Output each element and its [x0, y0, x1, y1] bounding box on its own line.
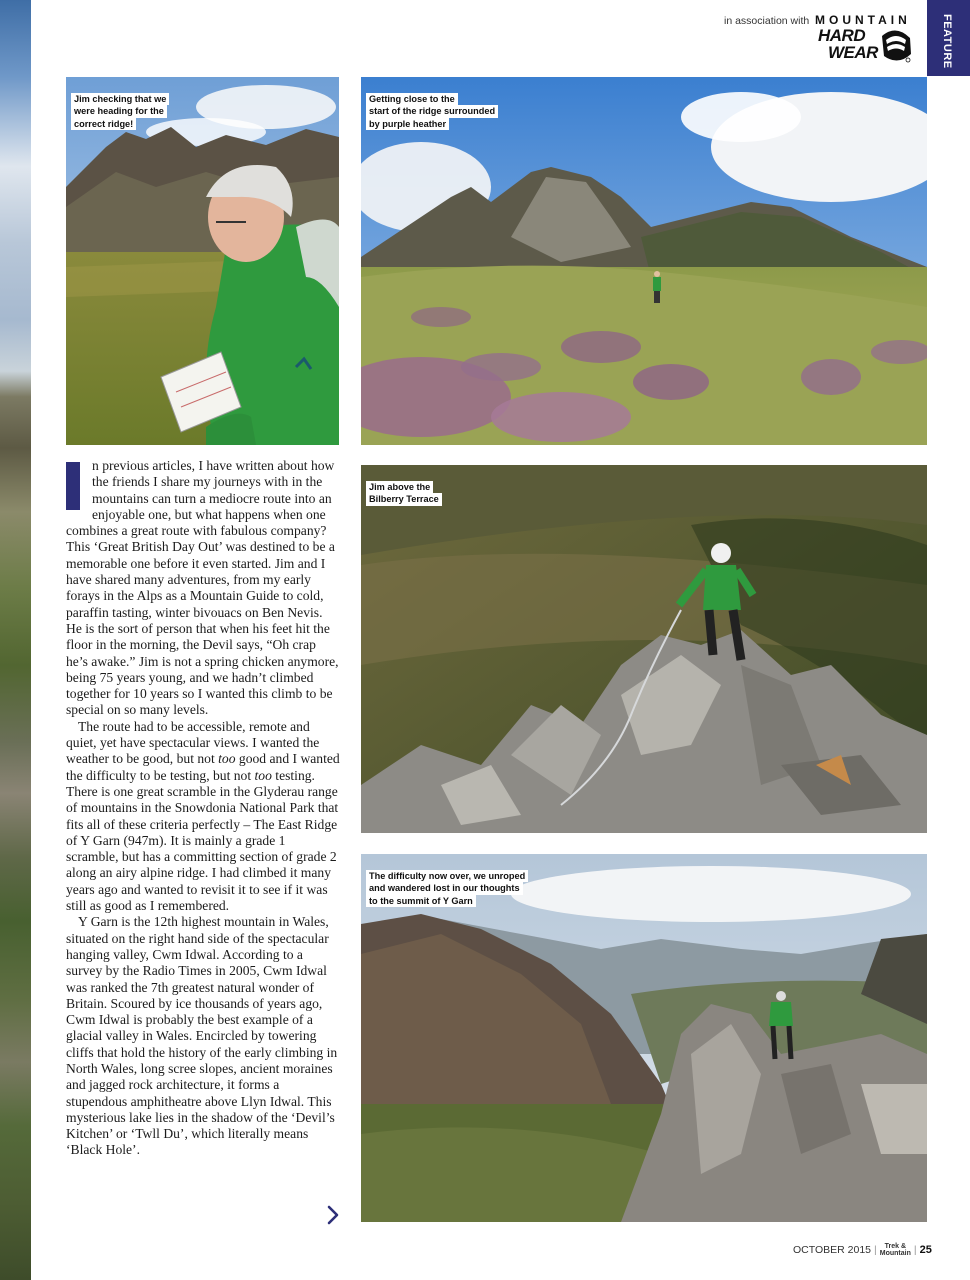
photo-summit-y-garn: [361, 854, 927, 1222]
brand-wear: WEAR: [828, 43, 878, 62]
photo-bilberry-terrace: [361, 465, 927, 833]
article-body: [66, 458, 340, 1159]
drop-cap: [66, 462, 80, 510]
photo-caption: Jim above the Bilberry Terrace: [366, 481, 442, 506]
photo-caption: Getting close to the start of the ridge surrounded by purple heather: [366, 93, 498, 130]
section-tab-label: FEATURE: [941, 14, 953, 69]
photo-caption: The difficulty now over, we unroped and wandered lost in our thoughts to the summit of Y Garn: [366, 870, 528, 907]
brand-name-mountain: MOUNTAIN: [815, 13, 911, 27]
page-footer: OCTOBER 2015 | Trek & Mountain | 25: [793, 1243, 932, 1257]
photo-caption: Jim checking that we were heading for the correct ridge!: [71, 93, 169, 130]
association-text: in association with: [724, 15, 810, 27]
mountain-hardwear-logo-icon: [878, 26, 914, 66]
brand-hard: HARD: [818, 26, 866, 45]
article-paragraph-3: Y Garn is the 12th highest mountain in Wales, situated on the right hand side of the spectacular hanging valley, Cwm Idwal. According to a survey by the Radio Times in 2005, Cwm Idwal was ranked the 7th greatest natural wonder of Britain. Scoured by ice thousands of years ago, Cwm Idwal is probably the best example of a glacial valley in Wales. Encircled by towering cliffs that hold the history of the early climbing in North Wales, long scree slopes, ancient moraines and jagged rock architecture, it forms a stupendous amphitheatre above Llyn Idwal. This mysterious lake lies in the shadow of the ‘Devil’s Kitchen’ or ‘Twll Du’, which literally means ‘Black Hole’.: [66, 914, 338, 1158]
chevron-right-icon[interactable]: [325, 1204, 341, 1226]
photo-ridge-with-heather: [361, 77, 927, 445]
article-paragraph-1: n previous articles, I have written about how the friends I share my journeys with in the mountains can turn a mediocre route into an enjoyable one, but what happens when one combines a great route with fabulous company? This ‘Great British Day Out’ was destined to be a memorable one before it even started. Jim and I have shared many adventures, from my early forays in the Alps as a Mountain Guide to cold, paraffin tasting, winter bivouacs on Ben Nevis. He is the sort of person that when his feet hit the floor in the morning, the Devil says, “Oh crap he’s awake.” Jim is not a spring chicken anymore, being 75 years young, and we hadn’t climbed together for 10 years so I wanted this climb to be special on so many levels.: [66, 458, 339, 718]
page-number: 25: [919, 1243, 932, 1256]
section-tab: [927, 0, 970, 76]
magazine-logo: Trek & Mountain: [879, 1243, 911, 1257]
photo-jim-with-map: [66, 77, 339, 445]
previous-page-photo-edge: [0, 0, 31, 1280]
issue-date: OCTOBER 2015: [793, 1243, 872, 1256]
article-paragraph-2: The route had to be accessible, remote and quiet, yet have spectacular views. I wanted the weather to be good, but not too good and I wanted the difficulty to be testing, but not too testing. There is one great scramble in the Glyderau range of mountains in the Snowdonia National Park that fits all of these criteria perfectly – The East Ridge of Y Garn (947m). It is mainly a grade 1 scramble, but has a committing section of grade 2 along an airy alpine ridge. I had climbed it many years ago and wanted to revisit it to see if it was still as good as I remembered.: [66, 718, 340, 914]
